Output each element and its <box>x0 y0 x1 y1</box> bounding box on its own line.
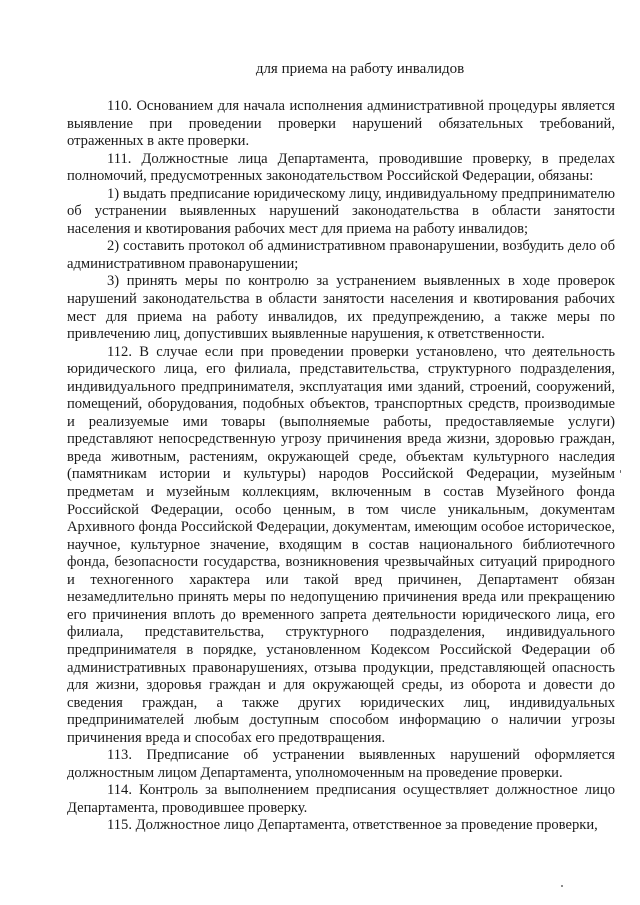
scan-speck <box>620 470 621 473</box>
paragraph-114: 114. Контроль за выполнением предписания осуществляет должностное лицо Департамента, проводившее проверку. <box>67 782 615 816</box>
paragraph-111-item-3: 3) принять меры по контролю за устранением выявленных в ходе проверок нарушений законодательства в области занятости населения и квотирования рабочих мест для приема на работу инвалидов, их предупреждению, а также меры по привлечению лиц, допустивших выявленные нарушения, к ответственности. <box>67 273 615 343</box>
paragraph-113: 113. Предписание об устранении выявленных нарушений оформляется должностным лицом Департамента, уполномоченным на проведение проверки. <box>67 747 615 781</box>
scan-speck <box>561 885 563 887</box>
paragraph-112: 112. В случае если при проведении проверки установлено, что деятельность юридического лица, его филиала, представительства, структурного подразделения, индивидуального предпринимателя, эксплуатация ими зданий, строений, сооружений, помещений, оборудования, подобных объектов, транспортных средств, производимые и реализуемые ими товары (выполняемые работы, предоставляемые услуги) представляют непосредственную угрозу причинения вреда жизни, здоровью граждан, вреда животным, растениям, окружающей среде, объектам культурного наследия (памятникам истории и культуры) народов Российской Федерации, музейным предметам и музейным коллекциям, включенным в состав Музейного фонда Российской Федерации, особо ценным, в том числе уникальным, документам Архивного фонда Российской Федерации, документам, имеющим особое историческое, научное, культурное значение, входящим в состав национального библиотечного фонда, безопасности государства, возникновения чрезвычайных ситуаций природного и техногенного характера или такой вред причинен, Департамент обязан незамедлительно принять меры по недопущению причинения вреда или прекращению его причинения вплоть до временного запрета деятельности юридического лица, его филиала, представительства, структурного подразделения, индивидуального предпринимателя в порядке, установленном Кодексом Российской Федерации об административных правонарушениях, отзыва продукции, представляющей опасность для жизни, здоровья граждан и для окружающей среды, из оборота и довести до сведения граждан, а также других юридических лиц, индивидуальных предпринимателей любым доступным способом информацию о наличии угрозы причинения вреда и способах его предотвращения. <box>67 343 615 746</box>
document-body <box>67 98 615 835</box>
paragraph-115: 115. Должностное лицо Департамента, ответственное за проведение проверки, <box>107 817 598 834</box>
paragraph-111-item-1: 1) выдать предписание юридическому лицу, индивидуальному предпринимателю об устранении выявленных нарушений законодательства в области занятости населения и квотирования рабочих мест для приема на работу инвалидов; <box>67 185 615 237</box>
paragraph-110: 110. Основанием для начала исполнения административной процедуры является выявление при проведении проверки нарушений обязательных требований, отраженных в акте проверки. <box>67 98 615 150</box>
page-header: для приема на работу инвалидов <box>255 61 465 77</box>
paragraph-111: 111. Должностные лица Департамента, проводившие проверку, в пределах полномочий, предусмотренных законодательством Российской Федерации, обязаны: <box>67 150 615 185</box>
paragraph-111-item-2: 2) составить протокол об административном правонарушении, возбудить дело об административном правонарушении; <box>67 238 615 272</box>
